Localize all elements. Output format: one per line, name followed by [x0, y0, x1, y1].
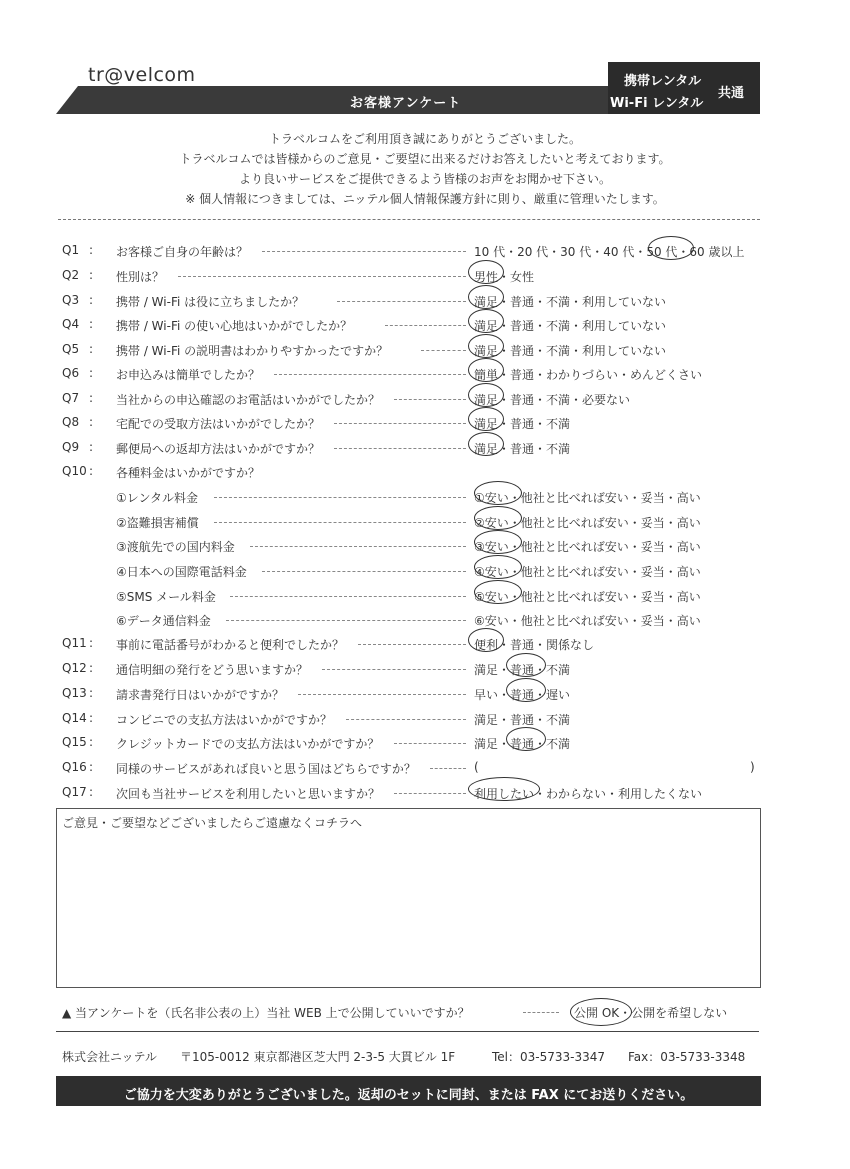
- leader-line: [337, 301, 466, 302]
- leader-line: [346, 719, 466, 720]
- question-number: Q14: [62, 711, 87, 725]
- question-text: ①レンタル料金: [116, 491, 198, 505]
- leader-line: [358, 644, 466, 645]
- answer-options[interactable]: ②安い・他社と比べれば安い・妥当・高い: [474, 516, 701, 530]
- question-row: [0, 415, 850, 435]
- answer-options[interactable]: 満足・普通・不満・利用していない: [474, 295, 667, 309]
- company-address: 〒105-0012 東京都港区芝大門 2-3-5 大貫ビル 1F: [180, 1050, 456, 1064]
- question-number: Q2: [62, 268, 80, 282]
- colon: :: [89, 293, 94, 307]
- question-number: Q15: [62, 735, 87, 749]
- question-row: [0, 514, 850, 534]
- question-number: Q8: [62, 415, 80, 429]
- question-text: 携帯 / Wi-Fi の使い心地はいかがでしたか？: [116, 319, 353, 333]
- divider: [58, 219, 760, 220]
- selection-circle: [474, 481, 522, 505]
- question-row: [0, 317, 850, 337]
- leader-line: [523, 1012, 559, 1013]
- colon: :: [89, 711, 94, 725]
- question-row: [0, 735, 850, 755]
- colon: :: [89, 268, 94, 282]
- colon: :: [89, 686, 94, 700]
- selection-circle: [474, 530, 522, 554]
- colon: :: [89, 415, 94, 429]
- answer-options[interactable]: 満足・普通・不満: [474, 663, 571, 677]
- answer-options[interactable]: 早い・普通・遅い: [474, 688, 571, 702]
- leader-line: [178, 276, 466, 277]
- question-row: [0, 563, 850, 583]
- question-number: Q3: [62, 293, 80, 307]
- question-number: Q5: [62, 342, 80, 356]
- question-text: ②盗難損害補償: [116, 516, 199, 530]
- colon: :: [89, 243, 94, 257]
- answer-options[interactable]: 便利・普通・関係なし: [474, 638, 595, 652]
- leader-line: [274, 374, 466, 375]
- selection-circle: [474, 580, 522, 604]
- question-number: Q12: [62, 661, 87, 675]
- colon: :: [89, 342, 94, 356]
- question-number: Q6: [62, 366, 80, 380]
- question-text: 宅配での受取方法はいかがでしたか？: [116, 417, 321, 431]
- selection-circle: [474, 506, 522, 530]
- question-row: [0, 636, 850, 656]
- selection-circle: [468, 358, 504, 382]
- selection-circle: [468, 309, 504, 333]
- rental-phone-label: 携帯レンタル: [624, 74, 702, 89]
- selection-circle: [468, 777, 540, 801]
- selection-circle: [468, 628, 504, 652]
- question-text: 携帯 / Wi-Fi は役に立ちましたか？: [116, 295, 305, 309]
- answer-options[interactable]: 男性・女性: [474, 270, 535, 284]
- intro-line: トラベルコムでは皆様からのご意見・ご要望に出来るだけお答えしたいと考えております。: [179, 152, 671, 166]
- question-row: [0, 661, 850, 681]
- question-row: [0, 268, 850, 288]
- question-number: Q4: [62, 317, 80, 331]
- comment-box[interactable]: [56, 808, 761, 988]
- thanks-message: ご協力を大変ありがとうございました。返却のセットに同封、または FAX にてお送りください。: [123, 1088, 694, 1103]
- question-text: コンビニでの支払方法はいかがですか？: [116, 713, 333, 727]
- leader-line: [334, 423, 466, 424]
- question-row: [0, 686, 850, 706]
- question-row: [0, 293, 850, 313]
- question-text: 郵便局への返却方法はいかがですか？: [116, 442, 321, 456]
- leader-line: [322, 669, 466, 670]
- question-number: Q13: [62, 686, 87, 700]
- leader-line: [334, 448, 466, 449]
- selection-circle: [468, 334, 504, 358]
- colon: :: [89, 464, 94, 478]
- question-row: [0, 464, 850, 484]
- answer-options[interactable]: 利用したい・わからない・利用したくない: [474, 787, 703, 801]
- survey-title: お客様アンケート: [350, 96, 462, 111]
- colon: :: [89, 760, 94, 774]
- question-row: [0, 711, 850, 731]
- question-text: 各種料金はいかがですか？: [116, 466, 261, 480]
- selection-circle: [506, 653, 546, 677]
- leader-line: [250, 546, 466, 547]
- selection-circle: [468, 432, 504, 456]
- answer-options[interactable]: 簡単・普通・わかりづらい・めんどくさい: [474, 368, 703, 382]
- company-name: 株式会社ニッテル: [62, 1050, 157, 1064]
- question-text: 同様のサービスがあれば良いと思う国はどちらですか？: [116, 762, 416, 776]
- question-number: Q7: [62, 391, 80, 405]
- common-label: 共通: [718, 86, 745, 101]
- leader-line: [214, 497, 466, 498]
- question-row: [0, 440, 850, 460]
- selection-circle: [506, 727, 546, 751]
- open-answer-start[interactable]: (: [474, 760, 479, 774]
- comment-label: ご意見・ご要望などございましたらご遠慮なくコチラへ: [62, 816, 363, 830]
- answer-options[interactable]: 10 代・20 代・30 代・40 代・50 代・60 歳以上: [474, 245, 745, 259]
- answer-options[interactable]: ⑤安い・他社と比べれば安い・妥当・高い: [474, 590, 701, 604]
- colon: :: [89, 735, 94, 749]
- question-text: クレジットカードでの支払方法はいかがですか？: [116, 737, 380, 751]
- answer-options[interactable]: 満足・普通・不満: [474, 737, 571, 751]
- answer-options[interactable]: 満足・普通・不満・必要ない: [474, 393, 631, 407]
- colon: :: [89, 440, 94, 454]
- question-number: Q11: [62, 636, 87, 650]
- intro-line: より良いサービスをご提供できるよう皆様のお声をお聞かせ下さい。: [238, 172, 611, 186]
- question-number: Q16: [62, 760, 87, 774]
- leader-line: [226, 620, 466, 621]
- question-number: Q1: [62, 243, 80, 257]
- colon: :: [89, 636, 94, 650]
- colon: :: [89, 661, 94, 675]
- question-text: ④日本への国際電話料金: [116, 565, 247, 579]
- question-text: 当社からの申込確認のお電話はいかがでしたか？: [116, 393, 381, 407]
- question-number: Q10: [62, 464, 87, 478]
- answer-options[interactable]: ④安い・他社と比べれば安い・妥当・高い: [474, 565, 701, 579]
- leader-line: [421, 350, 466, 351]
- selection-circle: [474, 555, 522, 579]
- question-row: [0, 785, 850, 805]
- leader-line: [230, 596, 466, 597]
- leader-line: [394, 793, 466, 794]
- leader-line: [262, 571, 466, 572]
- leader-line: [262, 251, 466, 252]
- question-text: ③渡航先での国内料金: [116, 540, 235, 554]
- colon: :: [89, 785, 94, 799]
- answer-options[interactable]: 満足・普通・不満: [474, 417, 571, 431]
- question-text: 性別は？: [116, 270, 165, 284]
- intro-line: トラベルコムをご利用頂き誠にありがとうございました。: [268, 132, 581, 146]
- question-row: [0, 489, 850, 509]
- divider: [56, 1031, 759, 1032]
- open-answer-end: ): [750, 760, 755, 774]
- leader-line: [430, 768, 466, 769]
- colon: :: [89, 391, 94, 405]
- question-text: 請求書発行日はいかがですか？: [116, 688, 285, 702]
- colon: :: [89, 317, 94, 331]
- answer-options[interactable]: 満足・普通・不満: [474, 442, 571, 456]
- question-text: 携帯 / Wi-Fi の説明書はわかりやすかったですか？: [116, 344, 389, 358]
- question-text: ⑥データ通信料金: [116, 614, 211, 628]
- answer-options[interactable]: 満足・普通・不満: [474, 713, 571, 727]
- phone-number: Tel：03-5733-3347: [492, 1050, 606, 1064]
- selection-circle: [570, 998, 632, 1026]
- answer-options[interactable]: 満足・普通・不満・利用していない: [474, 344, 667, 358]
- question-row: [0, 366, 850, 386]
- question-number: Q9: [62, 440, 80, 454]
- selection-circle: [648, 236, 694, 260]
- question-row: [0, 391, 850, 411]
- colon: :: [89, 366, 94, 380]
- leader-line: [385, 325, 466, 326]
- question-text: 通信明細の発行をどう思いますか？: [116, 663, 309, 677]
- question-row: [0, 243, 850, 263]
- fax-number: Fax：03-5733-3348: [628, 1050, 746, 1064]
- answer-options[interactable]: ⑥安い・他社と比べれば安い・妥当・高い: [474, 614, 701, 628]
- leader-line: [394, 743, 466, 744]
- privacy-note: ※ 個人情報につきましては、ニッテル個人情報保護方針に則り、厳重に管理いたします。: [185, 192, 665, 206]
- answer-options[interactable]: 満足・普通・不満・利用していない: [474, 319, 667, 333]
- question-row: [0, 342, 850, 362]
- question-text: 次回も当社サービスを利用したいと思いますか？: [116, 787, 381, 801]
- brand-logo: tr@velcom: [88, 64, 196, 86]
- question-row: [0, 612, 850, 632]
- question-row: [0, 538, 850, 558]
- answer-options[interactable]: ①安い・他社と比べれば安い・妥当・高い: [474, 491, 701, 505]
- publish-answer[interactable]: 公開 OK・公開を希望しない: [574, 1006, 728, 1020]
- publish-question: ▲ 当アンケートを（氏名非公表の上）当社 WEB 上で公開していいですか？: [62, 1006, 470, 1020]
- question-row: [0, 760, 850, 780]
- leader-line: [394, 399, 466, 400]
- selection-circle: [506, 678, 546, 702]
- answer-options[interactable]: ③安い・他社と比べれば安い・妥当・高い: [474, 540, 701, 554]
- question-number: Q17: [62, 785, 87, 799]
- question-text: 事前に電話番号がわかると便利でしたか？: [116, 638, 345, 652]
- rental-wifi-label: Wi-Fi レンタル: [610, 96, 704, 111]
- selection-circle: [468, 383, 504, 407]
- selection-circle: [468, 260, 504, 284]
- question-text: ⑤SMS メール料金: [116, 590, 216, 604]
- selection-circle: [468, 407, 504, 431]
- question-text: お客様ご自身の年齢は？: [116, 245, 249, 259]
- selection-circle: [468, 285, 504, 309]
- question-row: [0, 588, 850, 608]
- leader-line: [298, 694, 466, 695]
- leader-line: [214, 522, 466, 523]
- question-text: お申込みは簡単でしたか？: [116, 368, 261, 382]
